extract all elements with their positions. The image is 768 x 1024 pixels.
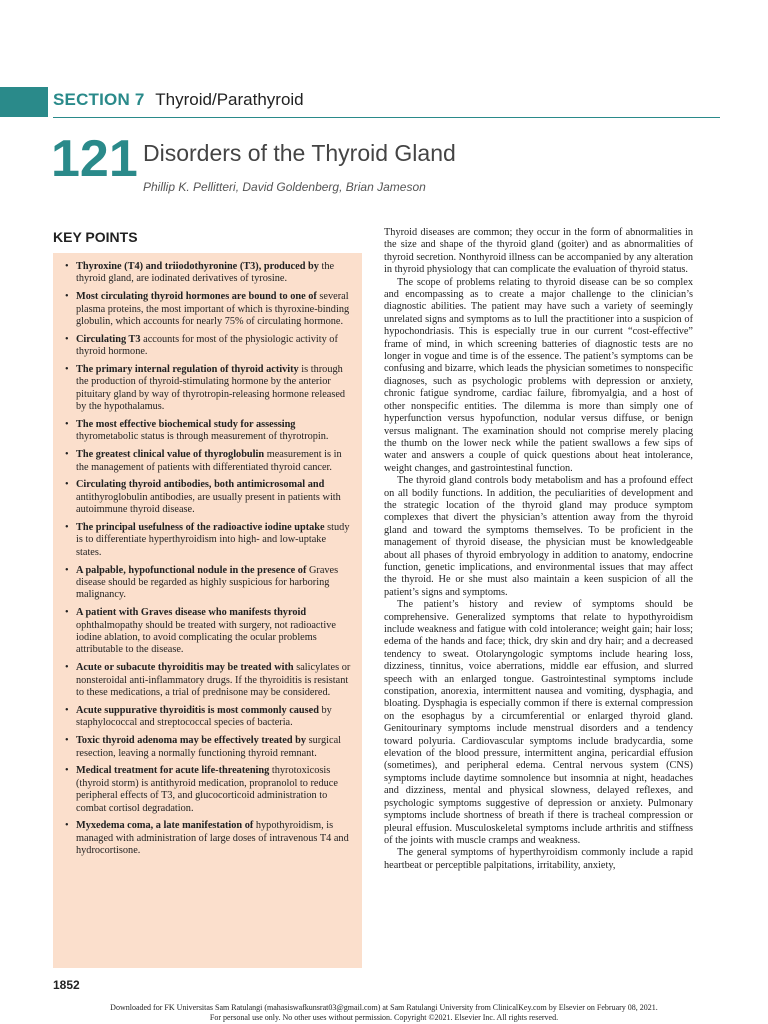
key-point-text: by staphylococcal and streptococcal species of bacteria. xyxy=(76,704,332,729)
key-point-text: ophthalmopathy should be treated with surgery, not radioactive iodine ablation, to avoid complicating the ocular problems attributable to the disease. xyxy=(76,619,336,656)
key-point-lead: Most circulating thyroid hormones are bound to one of xyxy=(76,291,317,303)
key-point-item xyxy=(65,565,352,602)
body-paragraph: The general symptoms of hyperthyroidism commonly include a rapid heartbeat or perceptible palpitations, irritability, anxiety, xyxy=(384,847,693,871)
key-point-item xyxy=(65,522,352,559)
key-point-lead: The principal usefulness of the radioactive iodine uptake xyxy=(76,522,325,534)
key-point-text: thyrometabolic status is through measurement of thyrotropin. xyxy=(76,431,329,443)
body-text-column xyxy=(384,227,693,872)
page-number: 1852 xyxy=(53,978,80,992)
key-point-text: accounts for most of the physiologic activity of thyroid hormone. xyxy=(76,333,338,358)
key-point-lead: The primary internal regulation of thyroid activity xyxy=(76,364,299,376)
body-paragraph: The scope of problems relating to thyroid disease can be so complex and encompassing as to create a major challenge to the clinician’s diagnostic abilities. The patient may have such a variety of seemingly unrelated signs and symptoms as to lull the practitioner into a suspicion of hypochondriasis. This is especially true in our current “cost-effective” frame of mind, in which screening batteries of diagnostic tests are no longer in vogue and time is of the essence. The patient’s symptoms can be confusing and bizarre, which leads the physician sometimes to nonspecific diagnoses, such as psychologic problems with depression or anxiety, chronic fatigue syndrome, cardiac failure, fibromyalgia, and a host of other nonspecific entities. The dilemma is more than simply one of hyperfunction versus hypofunction, nodular versus diffuse, or benign versus malignant. The examination should not comprise merely placing the thumb on the lower neck while the patient swallows a few sips of water and answers a couple of quick questions about heat intolerance, weight changes, and gastrointestinal function. xyxy=(384,276,693,474)
key-point-item xyxy=(65,419,352,444)
key-point-item xyxy=(65,291,352,328)
key-point-item xyxy=(65,607,352,657)
key-point-lead: Myxedema coma, a late manifestation of xyxy=(76,820,254,832)
key-point-text: the thyroid gland, are iodinated derivatives of tyrosine. xyxy=(76,261,335,285)
key-point-text: measurement is in the management of patients with differentiated thyroid cancer. xyxy=(76,449,342,473)
section-name: Thyroid/Parathyroid xyxy=(155,90,304,109)
key-point-lead: Acute suppurative thyroiditis is most commonly caused xyxy=(76,704,319,716)
key-point-lead: Toxic thyroid adenoma may be effectively treated by xyxy=(76,735,307,747)
key-point-item xyxy=(65,735,352,760)
key-points-heading: KEY POINTS xyxy=(53,229,138,245)
body-paragraph: Thyroid diseases are common; they occur in the form of abnormalities in the size and shape of the thyroid gland (goiter) and as abnormalities of thyroid secretion. Nonthyroid illness can be accompanied by any alteration in thyroid physiology that can complicate the evaluation of thyroid status. xyxy=(384,227,693,276)
footer-download-notice: Downloaded for FK Universitas Sam Ratulangi (mahasiswafkunsrat03@gmail.com) at Sam Ratulangi University from ClinicalKey.com by Elsevier on February 08, 2021. xyxy=(110,1003,658,1012)
section-divider xyxy=(53,117,720,118)
footer-copyright-notice: For personal use only. No other uses without permission. Copyright ©2021. Elsevier Inc. All rights reserved. xyxy=(209,1013,559,1022)
key-points-list xyxy=(65,261,352,858)
key-point-item xyxy=(65,705,352,730)
chapter-authors: Phillip K. Pellitteri, David Goldenberg, Brian Jameson xyxy=(143,180,426,194)
key-points-box xyxy=(53,253,362,968)
key-point-lead: Acute or subacute thyroiditis may be treated with xyxy=(76,662,294,674)
key-point-text: surgical resection, leaving a normally functioning thyroid remnant. xyxy=(76,735,342,759)
body-paragraph: The patient’s history and review of symptoms should be comprehensive. Generalized symptoms that relate to hypothyroidism include weakness and fatigue with cold intolerance; weight gain; hair loss; edema of the hands and face; thick, dry skin and dry hair; and a decreased tendency to sweat. Otolaryngologic symptoms include hearing loss, dizziness, tinnitus, voice aberrations, middle ear effusion, and slurred speech with an enlarged tongue. Gastrointestinal symptoms include constipation, anorexia, intermittent nausea and vomiting, dysphagia, and bloating. Dysphagia is especially common if there is external compression on the esophagus by a circumferential or enlarged thyroid gland. Genitourinary symptoms include menstrual disorders and a tendency toward polyuria. Cardiovascular symptoms include bradycardia, some elevation of the blood pressure, intermittent angina, pericardial effusion (sometimes), and peripheral edema. Central nervous system (CNS) symptoms include daytime somnolence but insomnia at night, headaches and dizziness, mental and physical slowness, delayed reflexes, and psychologic symptoms suggestive of depression or anxiety. Pulmonary symptoms include shortness of breath if there is tracheal compression or pleural effusion. Musculoskeletal symptoms include arthritis and stiffness of the joints with muscle cramps and weakness. xyxy=(384,599,693,846)
key-point-lead: Circulating T3 xyxy=(76,333,141,345)
section-label: SECTION 7 xyxy=(53,90,145,109)
key-point-item xyxy=(65,765,352,815)
body-paragraph: The thyroid gland controls body metabolism and has a profound effect on all bodily functions. In addition, the peculiarities of development and the strategic location of the thyroid gland may produce symptom complexes that divert the physician’s attention away from the thyroid gland and toward the symptoms themselves. To be proficient in the management of thyroid disease, the physician must be knowledgeable about all phases of thyroid embryology in addition to anatomy, endocrine function, genetic implications, and environmental issues that may affect the thyroid. He or she must also maintain a keen suspicion of all the patient’s signs and symptoms. xyxy=(384,475,693,598)
key-point-text: several plasma proteins, the most important of which is thyroxine-binding globulin, which accounts for nearly 75% of circulating hormone. xyxy=(76,291,350,328)
chapter-number: 121 xyxy=(51,130,138,188)
key-point-lead: Medical treatment for acute life-threatening xyxy=(76,765,270,777)
key-point-text: salicylates or nonsteroidal anti-inflammatory drugs. If the thyroiditis is resistant to these medications, a trial of prednisone may be considered. xyxy=(76,662,351,699)
chapter-title: Disorders of the Thyroid Gland xyxy=(143,140,456,166)
key-point-text: thyrotoxicosis (thyroid storm) is antithyroid medication, propranolol to reduce peripheral effects of T3, and glucocorticoid administration to combat cortisol degradation. xyxy=(76,765,338,814)
key-point-text: Graves disease should be regarded as highly suspicious for harboring malignancy. xyxy=(76,564,339,601)
key-point-lead: Circulating thyroid antibodies, both antimicrosomal and xyxy=(76,479,325,491)
key-point-text: hypothyroidism, is managed with administration of large doses of intravenous T4 and hydrocortisone. xyxy=(76,820,349,857)
section-header xyxy=(53,90,304,110)
key-point-lead: The greatest clinical value of thyroglobulin xyxy=(76,449,265,461)
key-point-item xyxy=(65,479,352,516)
key-point-lead: A palpable, hypofunctional nodule in the presence of xyxy=(76,564,307,576)
key-point-lead: A patient with Graves disease who manifests thyroid xyxy=(76,607,307,619)
key-point-item xyxy=(65,449,352,474)
key-point-item xyxy=(65,261,352,286)
key-point-lead: The most effective biochemical study for assessing xyxy=(76,419,296,431)
key-point-item xyxy=(65,364,352,414)
key-point-text: study is to differentiate hyperthyroidism into high- and low-uptake states. xyxy=(76,522,350,558)
key-point-item xyxy=(65,820,352,857)
key-point-text: antithyroglobulin antibodies, are usually present in patients with autoimmune thyroid disease. xyxy=(76,491,341,516)
key-point-lead: Thyroxine (T4) and triiodothyronine (T3), produced by xyxy=(76,261,319,272)
key-point-item xyxy=(65,334,352,359)
key-point-text: is through the production of thyroid-stimulating hormone by the anterior pituitary gland by way of thyrotropin-releasing hormone released by the hypothalamus. xyxy=(76,364,346,413)
key-point-item xyxy=(65,662,352,699)
section-color-bar xyxy=(0,87,48,117)
